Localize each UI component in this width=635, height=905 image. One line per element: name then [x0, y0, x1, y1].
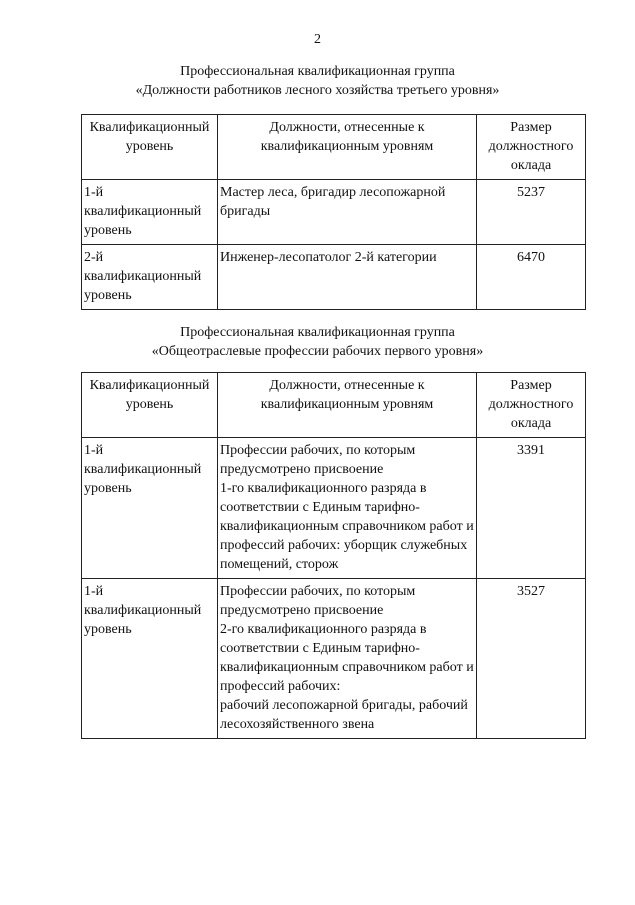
cell-positions: Мастер леса, бригадир лесопожарной бригады: [218, 180, 477, 245]
table-row: [82, 438, 586, 579]
group-title-line-1: Профессиональная квалификационная группа: [180, 325, 455, 340]
cell-positions: Профессии рабочих, по которым предусмотрено присвоение 1-го квалификационного разряда в соответствии с Единым тарифно-квалификационным справочником работ и профессий рабочих: уборщик служебных помещений, сторож: [218, 438, 477, 579]
table-header-row: [82, 115, 586, 180]
group-title-line-2: «Должности работников лесного хозяйства третьего уровня»: [135, 83, 500, 98]
cell-level: 1-й квалификационный уровень: [82, 180, 218, 245]
cell-salary: 6470: [477, 245, 586, 310]
cell-salary: 3527: [477, 579, 586, 739]
cell-salary: 5237: [477, 180, 586, 245]
cell-positions: Профессии рабочих, по которым предусмотрено присвоение 2-го квалификационного разряда в соответствии с Единым тарифно-квалификационным справочником работ и профессий рабочих: рабочий лесопожарной бригады, рабочий лесохозяйственного звена: [218, 579, 477, 739]
group-title-2: [0, 323, 635, 361]
table-header-row: [82, 373, 586, 438]
group-title-line-1: Профессиональная квалификационная группа: [180, 64, 455, 79]
table-row: [82, 245, 586, 310]
table-row: [82, 579, 586, 739]
cell-positions: Инженер-лесопатолог 2-й категории: [218, 245, 477, 310]
cell-salary: 3391: [477, 438, 586, 579]
header-positions: Должности, отнесенные к квалификационным уровням: [218, 373, 477, 438]
cell-level: 1-й квалификационный уровень: [82, 579, 218, 739]
group-title-1: [0, 62, 635, 100]
qualification-table-2: [81, 372, 586, 739]
header-level: Квалификационный уровень: [82, 115, 218, 180]
cell-level: 2-й квалификационный уровень: [82, 245, 218, 310]
header-salary: Размер должностного оклада: [477, 115, 586, 180]
group-title-line-2: «Общеотраслевые профессии рабочих первого уровня»: [151, 344, 484, 359]
qualification-table-1: [81, 114, 586, 310]
table-row: [82, 180, 586, 245]
header-level: Квалификационный уровень: [82, 373, 218, 438]
header-positions: Должности, отнесенные к квалификационным уровням: [218, 115, 477, 180]
page-number: 2: [314, 32, 321, 47]
header-salary: Размер должностного оклада: [477, 373, 586, 438]
cell-level: 1-й квалификационный уровень: [82, 438, 218, 579]
